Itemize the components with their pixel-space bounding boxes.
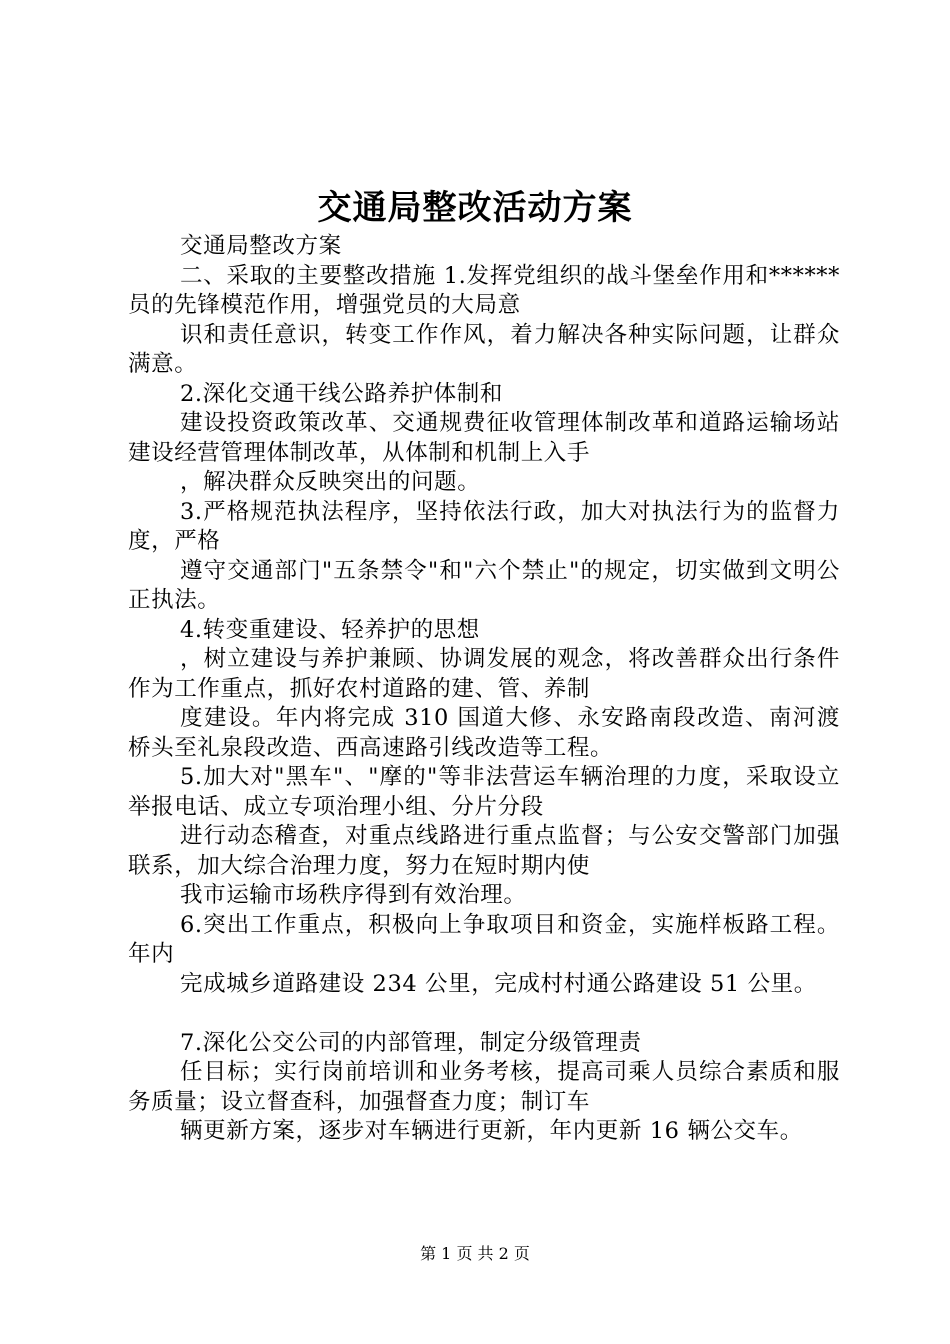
paragraph: 辆更新方案，逐步对车辆进行更新，年内更新 16 辆公交车。 [180, 1118, 803, 1144]
paragraph: 二、采取的主要整改措施 1.发挥党组织的战斗堡垒作用和******员的先锋模范作用，增强党员的大局意 [128, 262, 840, 318]
paragraph: 进行动态稽查，对重点线路进行重点监督；与公安交警部门加强联系，加大综合治理力度，努力在短时期内使 [128, 823, 840, 879]
paragraph: 4.转变重建设、轻养护的思想 [180, 616, 480, 643]
paragraph: 交通局整改方案 [180, 233, 342, 259]
paragraph: 建设投资政策改革、交通规费征收管理体制改革和道路运输场站建设经营管理体制改革，从体制和机制上入手 [128, 410, 840, 466]
paragraph: ，解决群众反映突出的问题。 [180, 469, 481, 495]
document-body [128, 232, 840, 1147]
paragraph-spacer [128, 999, 840, 1029]
paragraph: ，树立建设与养护兼顾、协调发展的观念，将改善群众出行条件作为工作重点，抓好农村道路的建、管、养制 [128, 646, 840, 702]
paragraph: 任目标；实行岗前培训和业务考核，提高司乘人员综合素质和服务质量；设立督查科，加强督查力度；制订车 [128, 1059, 840, 1115]
paragraph: 3.严格规范执法程序，坚持依法行政，加大对执法行为的监督力度，严格 [128, 498, 840, 554]
paragraph: 度建设。年内将完成 310 国道大修、永安路南段改造、南河渡桥头至礼泉段改造、西高速路引线改造等工程。 [128, 705, 840, 761]
paragraph: 遵守交通部门"五条禁令"和"六个禁止"的规定，切实做到文明公正执法。 [128, 557, 840, 613]
paragraph: 7.深化公交公司的内部管理，制定分级管理责 [180, 1029, 642, 1056]
paragraph: 我市运输市场秩序得到有效治理。 [180, 882, 527, 908]
paragraph: 2.深化交通干线公路养护体制和 [180, 380, 503, 407]
paragraph: 6.突出工作重点，积极向上争取项目和资金，实施样板路工程。年内 [128, 911, 840, 967]
paragraph: 5.加大对"黑车"、"摩的"等非法营运车辆治理的力度，采取设立举报电话、成立专项治理小组、分片分段 [128, 764, 840, 820]
paragraph: 完成城乡道路建设 234 公里，完成村村通公路建设 51 公里。 [180, 970, 817, 997]
page-footer: 第 1 页 共 2 页 [420, 1244, 530, 1263]
page-title: 交通局整改活动方案 [317, 188, 633, 228]
paragraph: 识和责任意识，转变工作作风，着力解决各种实际问题，让群众满意。 [128, 321, 840, 377]
